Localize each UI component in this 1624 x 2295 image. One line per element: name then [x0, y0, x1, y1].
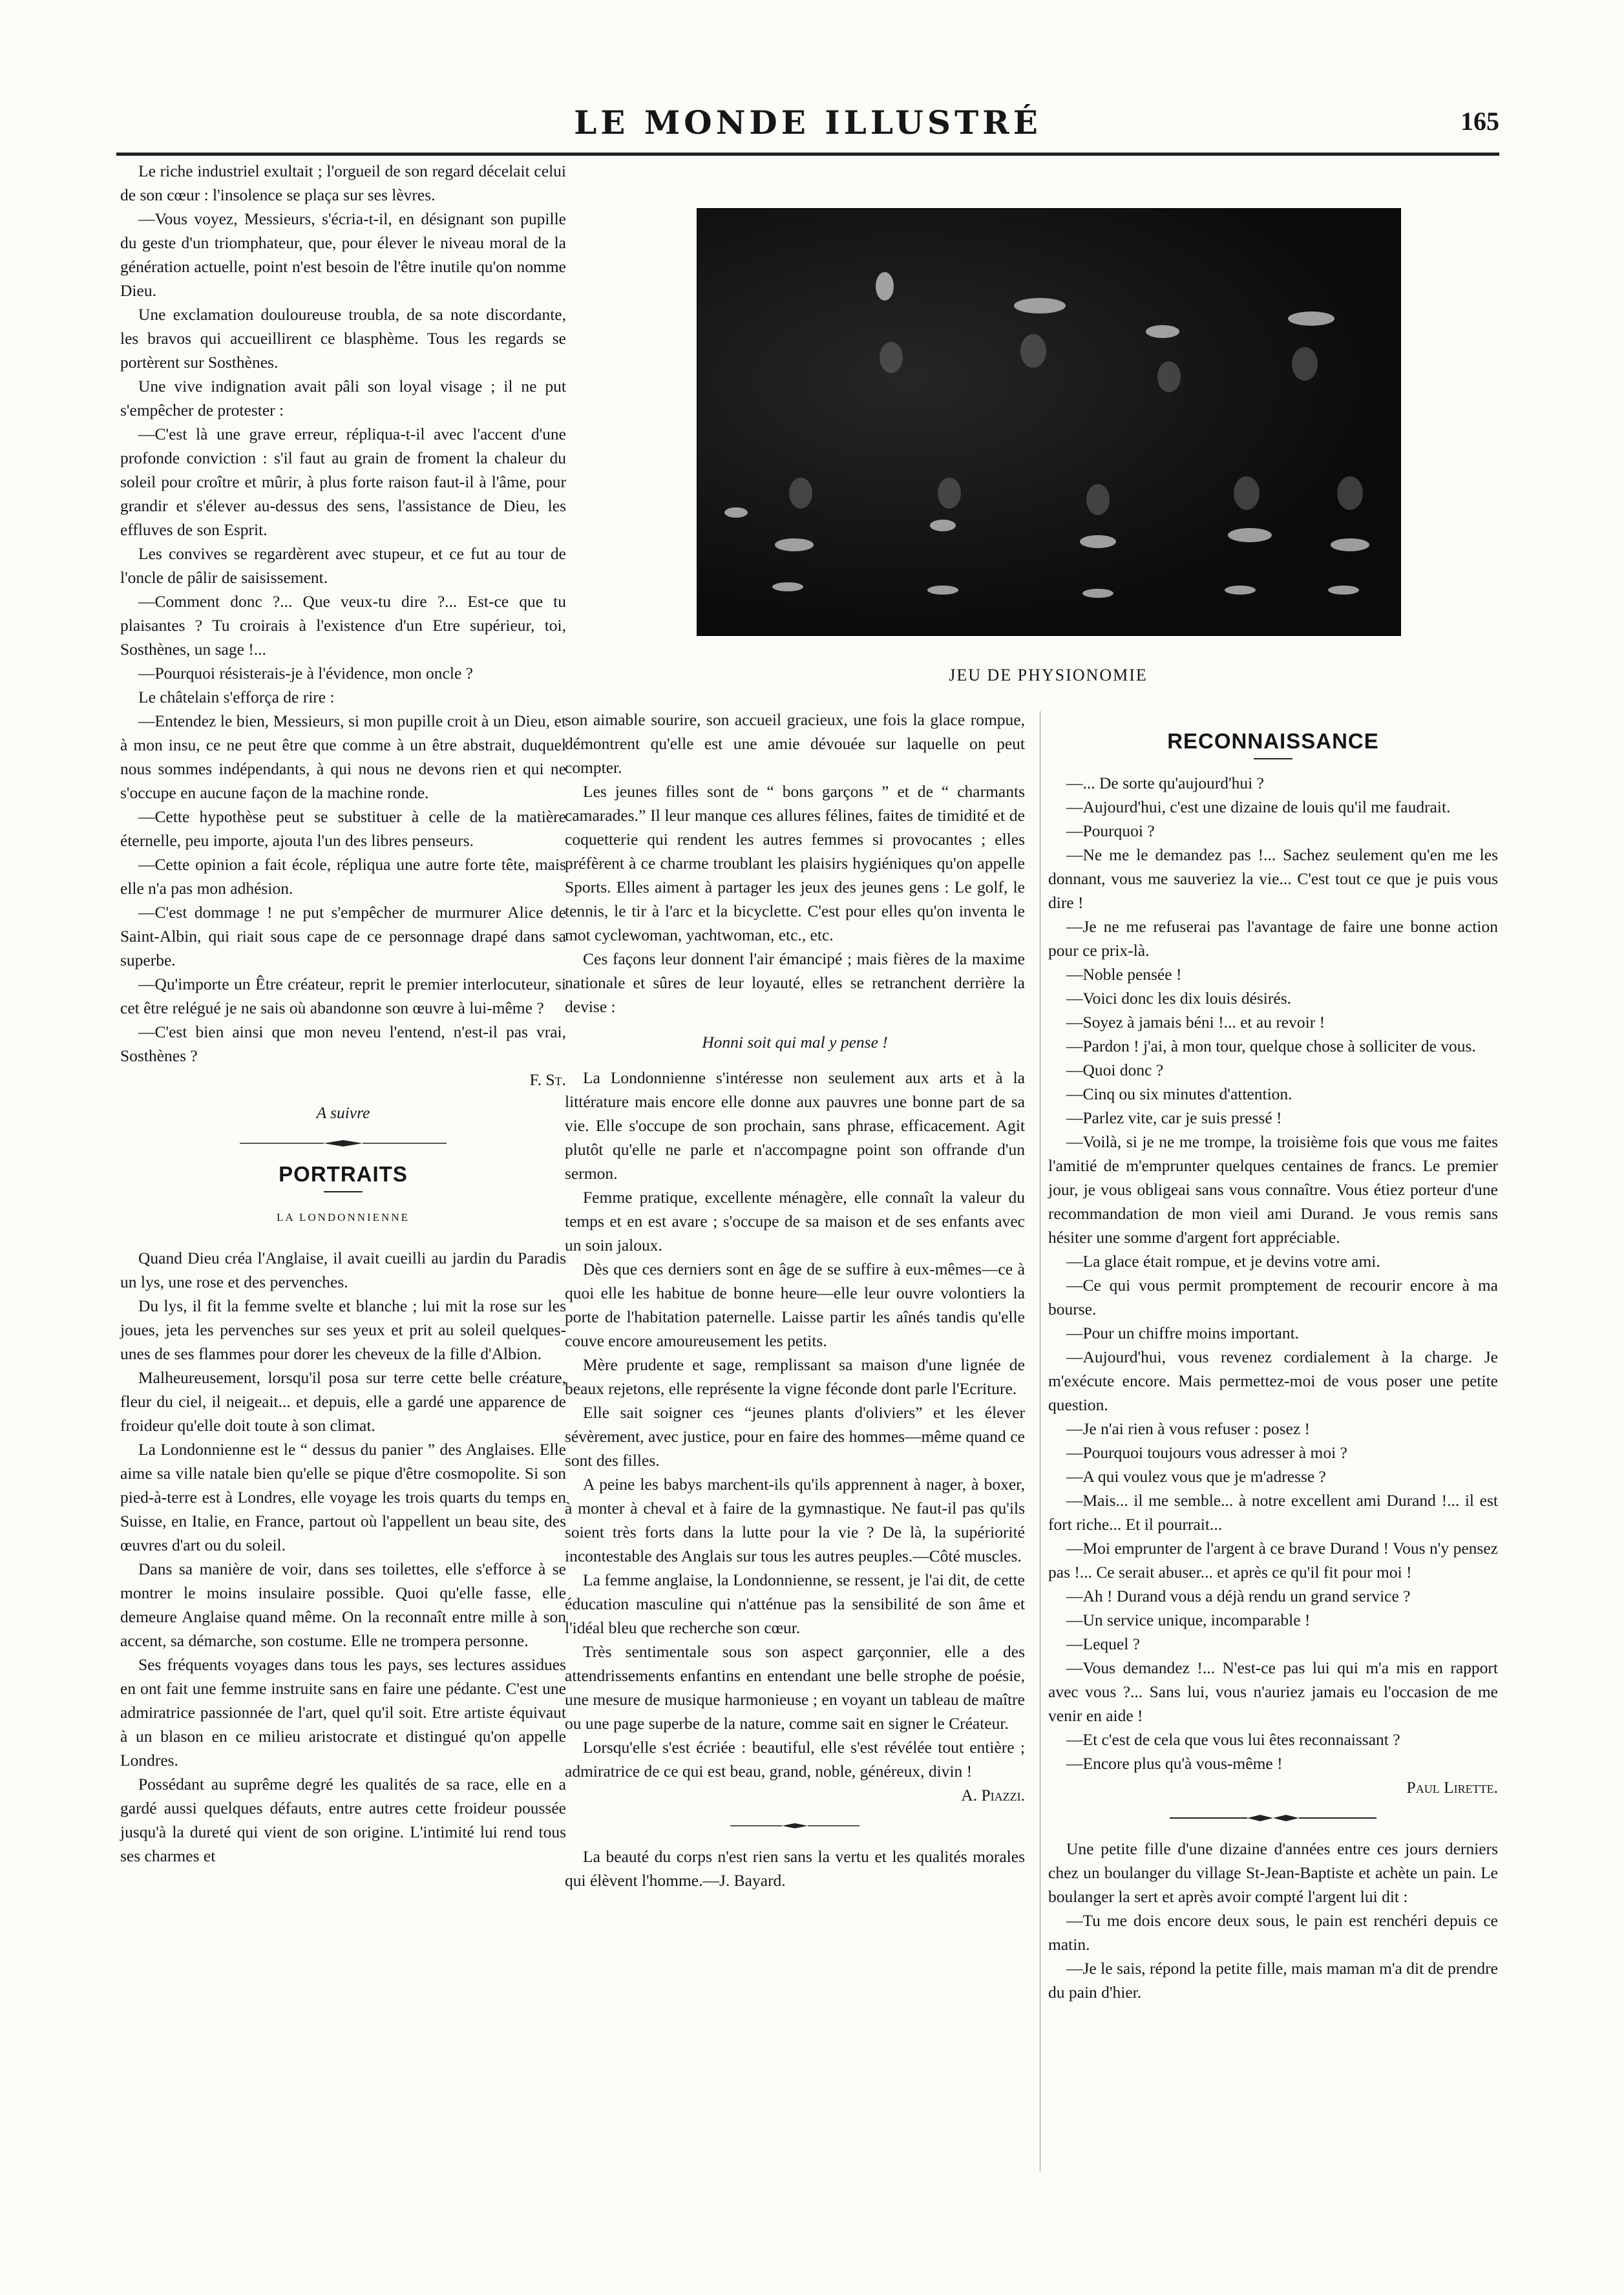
- photo-caption: JEU DE PHYSIONOMIE: [949, 666, 1148, 684]
- dialogue-line: —Ce qui vous permit promptement de recourir encore à ma bourse.: [1048, 1276, 1498, 1318]
- paragraph: Du lys, il fit la femme svelte et blanche ; lui mit la rose sur les joues, jeta les pervenches sur ses yeux et prit au soleil quelques-unes de ses flammes pour dorer les cheveux de la fille d'Albion.: [120, 1296, 566, 1363]
- portraits-title: PORTRAITS: [279, 1162, 408, 1186]
- dialogue-line: —Pourquoi toujours vous adresser à moi ?: [1066, 1443, 1347, 1462]
- to-be-continued: A suivre: [316, 1103, 370, 1122]
- dialogue-line: —Parlez vite, car je suis pressé !: [1066, 1108, 1282, 1127]
- photograph: [697, 208, 1401, 636]
- dialogue-line: —Vous demandez !... N'est-ce pas lui qui m'a mis en rapport avec vous ?... Sans lui, vous n'auriez jamais eu l'occasion de me venir en aide !: [1048, 1658, 1498, 1725]
- dialogue-line: —Moi emprunter de l'argent à ce brave Durand ! Vous n'y pensez pas !... Ce serait abuser... et après ce qu'il fit pour moi !: [1048, 1539, 1498, 1581]
- paragraph: Mère prudente et sage, remplissant sa maison d'une lignée de beaux rejetons, elle représente la vigne féconde dont parle l'Ecriture.: [565, 1355, 1025, 1398]
- quote: La beauté du corps n'est rien sans la vertu et les qualités morales qui élèvent l'homme.—J. Bayard.: [565, 1847, 1025, 1890]
- author-signature: F. St.: [529, 1070, 566, 1089]
- masthead: [116, 103, 1499, 149]
- dialogue-line: —Un service unique, incomparable !: [1066, 1611, 1311, 1629]
- dialogue-line: —Noble pensée !: [1066, 965, 1182, 984]
- paragraph: —Pourquoi résisterais-je à l'évidence, mon oncle ?: [138, 664, 473, 682]
- paragraph: Malheureusement, lorsqu'il posa sur terre cette belle créature, fleur du ciel, il neigeait... et depuis, elle a gardé une apparence de froideur qu'elle doit toute à son climat.: [120, 1368, 566, 1435]
- dialogue-line: —Aujourd'hui, c'est une dizaine de louis qu'il me faudrait.: [1066, 798, 1451, 816]
- dialogue-line: —Je ne me refuserai pas l'avantage de faire une bonne action pour ce prix-là.: [1048, 917, 1498, 960]
- paragraph: Très sentimentale sous son aspect garçonnier, elle a des attendrissements enfantins en entendant une belle strophe de poésie, une mesure de musique harmonieuse ; en voyant un tableau de maître ou une page superbe de la nature, comme sait en signer le Créateur.: [565, 1642, 1025, 1733]
- paragraph: —Tu me dois encore deux sous, le pain est renchéri depuis ce matin.: [1048, 1911, 1498, 1954]
- reconnaissance-title: RECONNAISSANCE: [1167, 729, 1379, 753]
- paragraph: —C'est là une grave erreur, répliqua-t-il avec l'accent d'une profonde conviction : s'il faut au grain de froment la chaleur du soleil pour croître et mûrir, à plus forte raison faut-il à l'âme, pour grandir et s'élever au-dessus des sens, l'assistance de Dieu, les effluves de son Esprit.: [120, 425, 566, 539]
- column-2: [565, 708, 1025, 1892]
- portraits-subtitle: LA LONDONNIENNE: [276, 1211, 410, 1223]
- paragraph: Dans sa manière de voir, dans ses toilettes, elle s'efforce à se montrer le moins insulaire possible. Quoi qu'elle fasse, elle demeure Anglaise quand même. On la reconnaît entre mille à son accent, sa démarche, son costume. Elle ne trompera personne.: [120, 1560, 566, 1650]
- paragraph: Ces façons leur donnent l'air émancipé ; mais fières de la maxime nationale et sûres de leur loyauté, elles se retranchent derrière la devise :: [565, 949, 1025, 1016]
- dialogue-line: —Cinq ou six minutes d'attention.: [1066, 1084, 1292, 1103]
- paragraph: A peine les babys marchent-ils qu'ils apprennent à nager, à boxer, à monter à cheval et à faire de la gymnastique. Ne faut-il pas qu'ils soient très forts dans la lutte pour la vie ? De là, la supériorité incontestable des Anglais sur tous les autres peuples.—Côté muscles.: [565, 1475, 1025, 1565]
- paragraph: Une exclamation douloureuse troubla, de sa note discordante, les bravos qui accueillirent ce blasphème. Tous les regards se portèrent sur Sosthènes.: [120, 305, 566, 372]
- paragraph: Les convives se regardèrent avec stupeur, et ce fut au tour de l'oncle de pâlir de saisissement.: [120, 544, 566, 587]
- dialogue-line: —Soyez à jamais béni !... et au revoir !: [1066, 1013, 1325, 1031]
- paragraph: —Entendez le bien, Messieurs, si mon pupille croit à un Dieu, et à mon insu, ce ne peut être que comme à un être abstrait, duquel nous sommes indépendants, à qui nous ne devons rien et qui ne s'occupe en aucune façon de la machine ronde.: [120, 712, 566, 802]
- motto: Honni soit qui mal y pense !: [702, 1033, 888, 1052]
- ornament-divider: [240, 1139, 447, 1148]
- paragraph: Une vive indignation avait pâli son loyal visage ; il ne put s'empêcher de protester :: [120, 377, 566, 419]
- paragraph: La femme anglaise, la Londonnienne, se ressent, je l'ai dit, de cette éducation masculine qui n'atténue pas la sensibilité de son âme et l'idéal bleu que recherche son cœur.: [565, 1571, 1025, 1637]
- dialogue-line: —Pourquoi ?: [1066, 821, 1155, 840]
- author-signature: A. Piazzi.: [961, 1786, 1025, 1804]
- title-rule: [324, 1191, 363, 1192]
- paragraph: —C'est bien ainsi que mon neveu l'entend, n'est-il pas vrai, Sosthènes ?: [120, 1022, 566, 1065]
- page-number: 165: [1461, 107, 1499, 136]
- paragraph: Lorsqu'elle s'est écriée : beautiful, elle s'est révélée tout entière ; admiratrice de ce qui est beau, grand, noble, généreux, divin !: [565, 1738, 1025, 1781]
- paragraph: —C'est dommage ! ne put s'empêcher de murmurer Alice de Saint-Albin, qui riait sous cape de ce personnage drapé dans sa superbe.: [120, 903, 566, 969]
- dialogue-line: —Pour un chiffre moins important.: [1066, 1324, 1300, 1342]
- photo-figures: [697, 209, 1400, 635]
- dialogue-line: —Voilà, si je ne me trompe, la troisième fois que vous me faites l'amitié de m'emprunter quelques centaines de francs. Le premier jour, je vous obligeai sans vous connaître. Vous étiez porteur d'une recommandation de mon vieil ami Durand. Je vous remis sans hésiter une somme d'argent fort appréciable.: [1048, 1132, 1498, 1247]
- header-rule: [116, 153, 1499, 156]
- dialogue-line: —Et c'est de cela que vous lui êtes reconnaissant ?: [1066, 1730, 1400, 1749]
- paragraph: —Cette opinion a fait école, répliqua une autre forte tête, mais elle n'a pas mon adhésion.: [120, 855, 566, 898]
- dialogue-line: —La glace était rompue, et je devins votre ami.: [1066, 1252, 1380, 1271]
- paragraph: Une petite fille d'une dizaine d'années entre ces jours derniers chez un boulanger du village St-Jean-Baptiste et achète un pain. Le boulanger la sert et après avoir compté l'argent lui dit :: [1048, 1839, 1498, 1906]
- column-3: [1048, 716, 1498, 2004]
- author-signature: Paul Lirette.: [1406, 1778, 1498, 1797]
- paragraph: Le riche industriel exultait ; l'orgueil de son regard décelait celui de son cœur : l'insolence se plaça sur ses lèvres.: [120, 162, 566, 204]
- ornament-divider: [730, 1821, 859, 1830]
- paragraph: son aimable sourire, son accueil gracieux, une fois la glace rompue, démontrent qu'elle est une amie dévouée sur laquelle on peut compter.: [565, 710, 1025, 777]
- dialogue-line: —... De sorte qu'aujourd'hui ?: [1066, 774, 1264, 792]
- dialogue-line: —Ne me le demandez pas !... Sachez seulement qu'en me les donnant, vous me sauveriez la vie... C'est tout ce que je puis vous dire !: [1048, 845, 1498, 912]
- paragraph: Le châtelain s'efforça de rire :: [138, 688, 335, 706]
- paragraph: Dès que ces derniers sont en âge de se suffire à eux-mêmes—ce à quoi elle les habitue de bonne heure—elle leur ouvre volontiers la porte de l'habitation paternelle. Laisse partir les aînés tandis qu'elle couve encore amoureusement les petits.: [565, 1260, 1025, 1350]
- paragraph: —Je le sais, répond la petite fille, mais maman m'a dit de prendre du pain d'hier.: [1048, 1959, 1498, 2002]
- dialogue-line: —Pardon ! j'ai, à mon tour, quelque chose à solliciter de vous.: [1066, 1037, 1476, 1055]
- paragraph: —Cette hypothèse peut se substituer à celle de la matière éternelle, peu importe, ajouta l'un des libres penseurs.: [120, 807, 566, 850]
- dialogue-line: —A qui voulez vous que je m'adresse ?: [1066, 1467, 1326, 1486]
- paragraph: Possédant au suprême degré les qualités de sa race, elle en a gardé aussi quelques défauts, entre autres cette froideur poussée jusqu'à la dureté qui vient de son origine. L'intimité lui rend tous ses charmes et: [120, 1775, 566, 1865]
- title-rule: [1254, 758, 1292, 759]
- dialogue-line: —Je n'ai rien à vous refuser : posez !: [1066, 1419, 1311, 1438]
- dialogue-line: —Aujourd'hui, vous revenez cordialement à la charge. Je m'exécute encore. Mais permettez-moi de vous poser une petite question.: [1048, 1348, 1498, 1414]
- paragraph: Femme pratique, excellente ménagère, elle connaît la valeur du temps et en est avare ; s'occupe de sa maison et de ses enfants avec un soin jaloux.: [565, 1188, 1025, 1254]
- paragraph: Quand Dieu créa l'Anglaise, il avait cueilli au jardin du Paradis un lys, une rose et des pervenches.: [120, 1249, 566, 1291]
- dialogue-line: —Ah ! Durand vous a déjà rendu un grand service ?: [1066, 1587, 1411, 1605]
- story-continuation: [120, 159, 566, 1125]
- column-1: [120, 159, 566, 1868]
- paragraph: La Londonnienne est le “ dessus du panier ” des Anglaises. Elle aime sa ville natale bien qu'elle se pique d'être cosmopolite. Si son pied-à-terre est à Londres, elle voyage les trois quarts du temps en Suisse, en Italie, en France, partout où l'appellent un beau site, des œuvres d'art ou du soleil.: [120, 1440, 566, 1554]
- dialogue-line: —Voici donc les dix louis désirés.: [1066, 989, 1291, 1008]
- dialogue-line: —Lequel ?: [1066, 1634, 1140, 1653]
- paragraph: —Comment donc ?... Que veux-tu dire ?... Est-ce que tu plaisantes ? Tu croirais à l'existence d'un Etre supérieur, toi, Sosthènes, un sage !...: [120, 592, 566, 659]
- paragraph: —Qu'importe un Être créateur, reprit le premier interlocuteur, si cet être relégué je ne sais où abandonne son œuvre à lui-même ?: [120, 975, 566, 1017]
- dialogue-line: —Quoi donc ?: [1066, 1061, 1164, 1079]
- paragraph: La Londonnienne s'intéresse non seulement aux arts et à la littérature mais encore elle donne aux pauvres une bonne part de sa vie. Elle s'occupe de son prochain, sans phrase, efficacement. Agit plutôt qu'elle ne parle et n'accompagne point son offrande d'un sermon.: [565, 1068, 1025, 1183]
- paragraph: Ses fréquents voyages dans tous les pays, ses lectures assidues en ont fait une femme instruite sans en faire une pédante. C'est une admiratrice passionnée de l'art, quel qu'il soit. Etre artiste équivaut à un blason en ce milieu aristocrate et distingué qu'on appelle Londres.: [120, 1655, 566, 1770]
- dialogue-line: —Encore plus qu'à vous-même !: [1066, 1754, 1283, 1773]
- paragraph: —Vous voyez, Messieurs, s'écria-t-il, en désignant son pupille du geste d'un triomphateur, que, pour élever le niveau moral de la génération actuelle, point n'est besoin de l'être inutile qu'on nomme Dieu.: [120, 209, 566, 300]
- newspaper-title: LE MONDE ILLUSTRÉ: [574, 103, 1042, 142]
- dialogue-line: —Mais... il me semble... à notre excellent ami Durand !... il est fort riche... Et il pourrait...: [1048, 1491, 1498, 1534]
- paragraph: Les jeunes filles sont de “ bons garçons ” et de “ charmants camarades.” Il leur manque ces allures félines, faites de timidité et de coquetterie qui rendent les autres femmes si provocantes ; elles préfèrent à ce charme troublant les plaisirs hygiéniques qu'on appelle Sports. Elles aiment à partager les jeux des jeunes gens : Le golf, le tennis, le tir à l'arc et la bicyclette. C'est pour elles qu'on inventa le mot cyclewoman, yachtwoman, etc., etc.: [565, 782, 1025, 944]
- paragraph: Elle sait soigner ces “jeunes plants d'oliviers” et les élever sévèrement, avec justice, pour en faire des hommes—même quand ce sont des filles.: [565, 1403, 1025, 1470]
- ornament-divider: [1170, 1814, 1376, 1823]
